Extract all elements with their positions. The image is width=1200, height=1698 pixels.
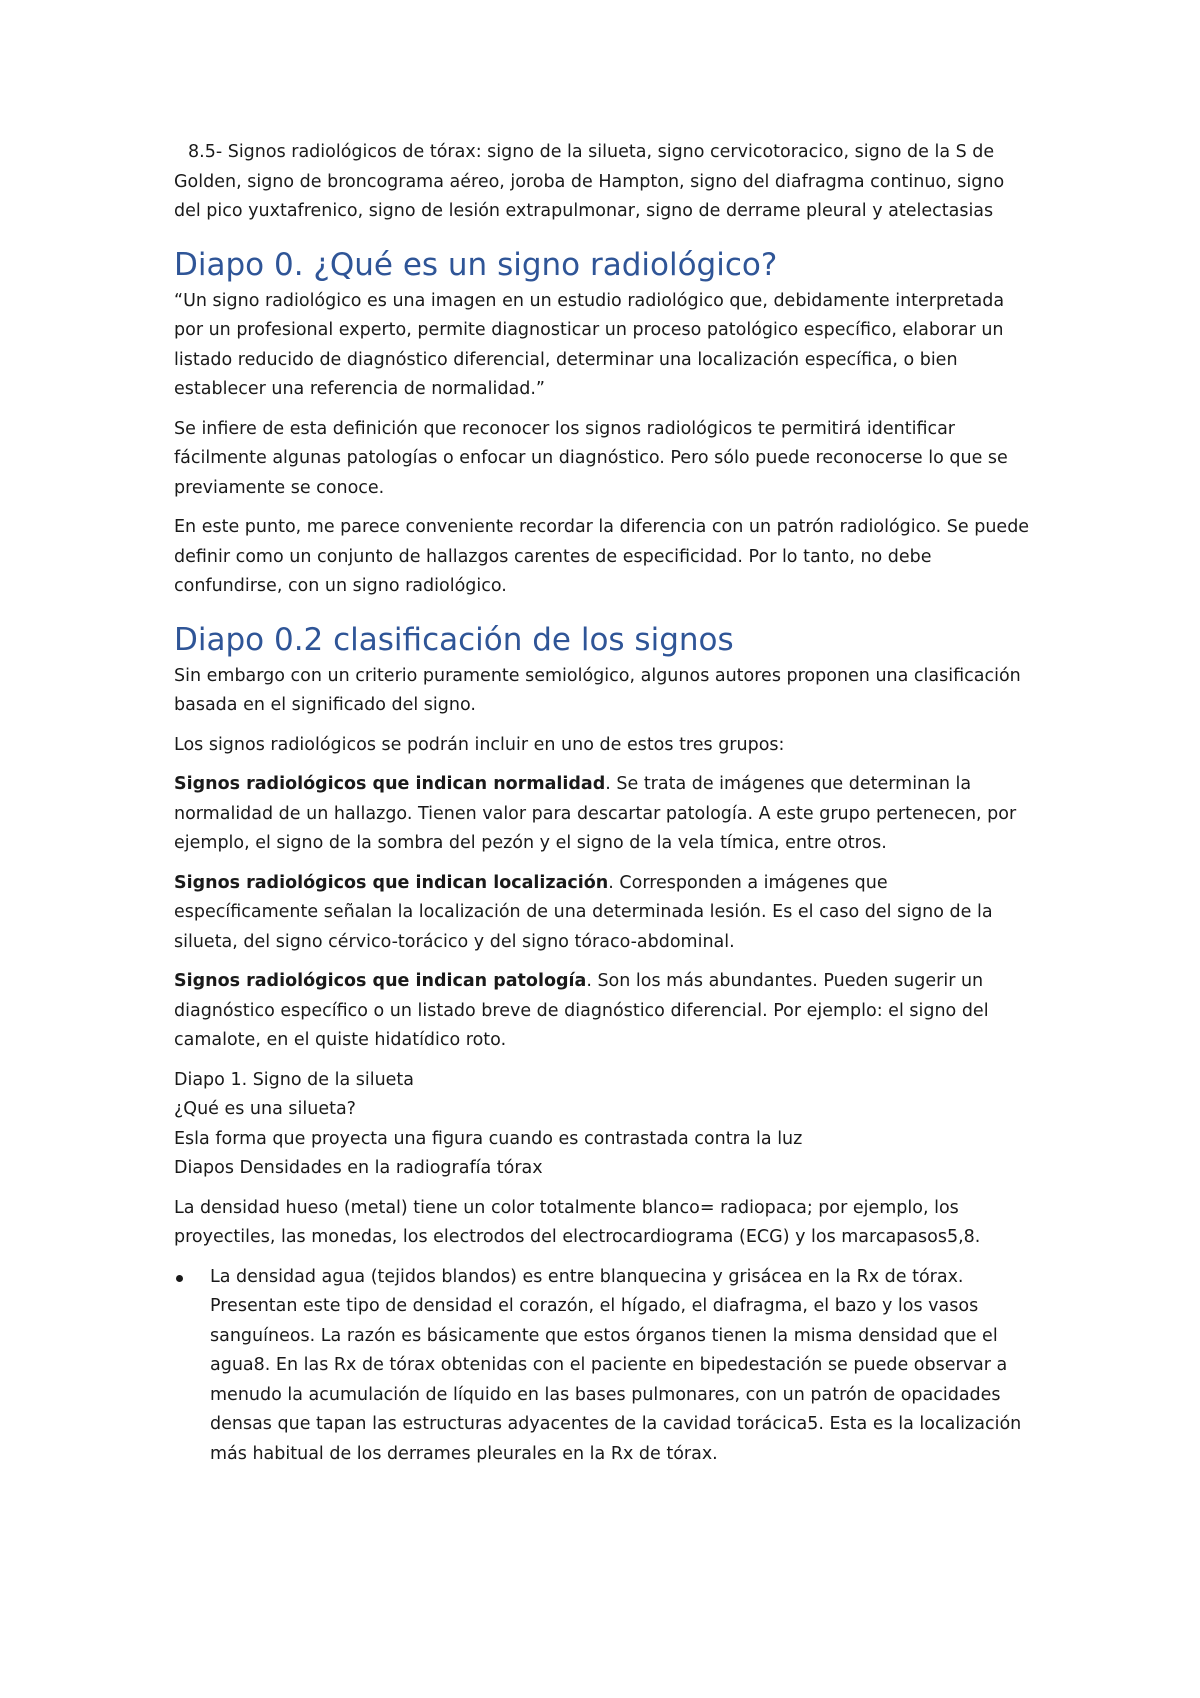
bullet-densidad-agua: La densidad agua (tejidos blandos) es entre blanquecina y grisácea en la Rx de tórax. Presentan este tipo de densidad el corazón, el hígado, el diafragma, el bazo y los vasos sanguíneos. La razón es básicamente que estos órganos tienen la misma densidad que el agua8. En las Rx de tórax obtenidas con el paciente en bipedestación se puede observar a menudo la acumulación de líquido en las bases pulmonares, con un patrón de opacidades densas que tapan las estructuras adyacentes de la cavidad torácica5. Esta es la localización más habitual de los derrames pleurales en la Rx de tórax. bbox=[210, 1266, 1022, 1464]
intro-paragraph: 8.5- Signos radiológicos de tórax: signo de la silueta, signo cervicotoracico, signo de la S de Golden, signo de broncograma aéreo, joroba de Hampton, signo del diafragma continuo, signo del pico yuxtafrenico, signo de lesión extrapulmonar, signo de derrame pleural y atelectasias bbox=[174, 142, 1005, 221]
line-diapo-1: Diapo 1. Signo de la silueta bbox=[174, 1069, 415, 1090]
group-normalidad-text: . Se trata de imágenes que determinan la normalidad de un hallazgo. Tienen valor para descartar patología. A este grupo pertenecen, por ejemplo, el signo de la sombra del pezón y el signo de la vela tímica, entre otros. bbox=[174, 774, 1017, 853]
paragraph-patron: En este punto, me parece conveniente recordar la diferencia con un patrón radiológico. Se puede definir como un conjunto de hallazgos carentes de especificidad. Por lo tanto, no debe confundirse, con un signo radiológico. bbox=[174, 517, 1030, 596]
group-localizacion-text: . Corresponden a imágenes que específicamente señalan la localización de una determinada lesión. Es el caso del signo de la silueta, del signo cérvico-torácico y del signo tóraco-abdominal. bbox=[174, 872, 993, 952]
group-localizacion-title: Signos radiológicos que indican localización bbox=[174, 872, 609, 893]
line-que-es-silueta: ¿Qué es una silueta? bbox=[174, 1099, 356, 1119]
paragraph-criterio: Sin embargo con un criterio puramente semiológico, algunos autores proponen una clasificación basada en el significado del signo. bbox=[174, 665, 1021, 715]
group-patologia-title: Signos radiológicos que indican patología bbox=[174, 971, 587, 991]
group-normalidad-title: Signos radiológicos que indican normalidad bbox=[174, 774, 606, 794]
bullet-list bbox=[174, 1263, 1034, 1470]
list-item bbox=[174, 1263, 1034, 1470]
group-localizacion bbox=[174, 869, 1034, 958]
group-patologia-text: . Son los más abundantes. Pueden sugerir un diagnóstico específico o un listado breve de diagnóstico diferencial. Por ejemplo: el signo del camalote, en el quiste hidatídico roto. bbox=[174, 971, 989, 1050]
paragraph-densidad-hueso: La densidad hueso (metal) tiene un color totalmente blanco= radiopaca; por ejemplo, los proyectiles, las monedas, los electrodos del electrocardiograma (ECG) y los marcapasos5,8. bbox=[174, 1197, 981, 1247]
line-densidades: Diapos Densidades en la radiografía tórax bbox=[174, 1158, 543, 1178]
heading-que-es-signo: Diapo 0. ¿Qué es un signo radiológico? bbox=[174, 246, 778, 283]
group-patologia bbox=[174, 967, 1034, 1056]
paragraph-grupos: Los signos radiológicos se podrán incluir en uno de estos tres grupos: bbox=[174, 734, 785, 755]
silueta-block bbox=[174, 1066, 1034, 1184]
document-page bbox=[174, 138, 1034, 1469]
definition-quote: “Un signo radiológico es una imagen en un estudio radiológico que, debidamente interpretada por un profesional experto, permite diagnosticar un proceso patológico específico, elaborar un listado reducido de diagnóstico diferencial, determinar una localización específica, o bien establecer una referencia de normalidad.” bbox=[174, 290, 1005, 399]
heading-clasificacion: Diapo 0.2 clasificación de los signos bbox=[174, 621, 734, 658]
bullet-dot-icon bbox=[176, 1275, 183, 1282]
line-forma: Esla forma que proyecta una figura cuando es contrastada contra la luz bbox=[174, 1128, 803, 1149]
paragraph-infiere: Se infiere de esta definición que reconocer los signos radiológicos te permitirá identificar fácilmente algunas patologías o enfocar un diagnóstico. Pero sólo puede reconocerse lo que se previamente se conoce. bbox=[174, 418, 1008, 498]
group-normalidad bbox=[174, 770, 1034, 859]
